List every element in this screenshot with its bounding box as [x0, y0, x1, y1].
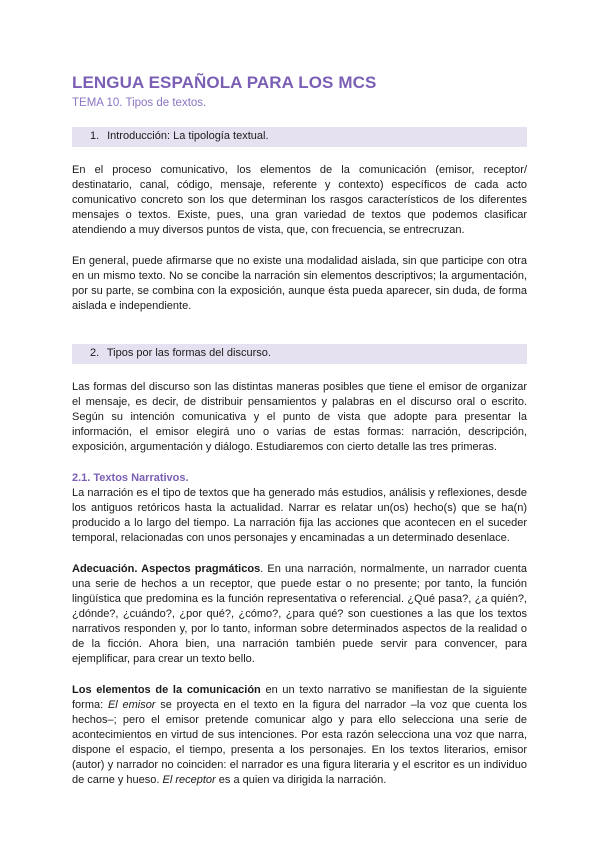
- section-heading-text: Tipos por las formas del discurso.: [106, 347, 271, 359]
- paragraph: En el proceso comunicativo, los elementos de la comunicación (emisor, receptor/ destinatario, canal, código, mensaje, referente y contexto) específicos de cada acto comunicativo concreto son los que determinan los rasgos característicos de los diferentes mensajes o textos. Existe, pues, una gran variedad de textos que podemos clasificar atendiendo a muy diversos puntos de vista, que, con frecuencia, se entrecruzan.: [72, 164, 527, 236]
- document-page: [72, 72, 527, 788]
- paragraph: La narración es el tipo de textos que ha generado más estudios, análisis y reflexiones, desde los antiguos retóricos hasta la actualidad. Narrar es relatar un(os) hecho(s) que se ha(n) producido a lo largo del tiempo. La narración fija las acciones que acontecen en el suceder temporal, relacionadas con unos personajes y encaminadas a un determinado desenlace.: [72, 487, 527, 544]
- subsection-heading-textos-narrativos: 2.1. Textos Narrativos.: [72, 472, 189, 484]
- paragraph-text: es a quien va dirigida la narración.: [215, 774, 387, 786]
- term-adecuacion: Adecuación. Aspectos pragmáticos: [72, 563, 261, 575]
- section-heading-text: Introducción: La tipología textual.: [107, 130, 269, 142]
- paragraph: En general, puede afirmarse que no existe una modalidad aislada, sin que participe con otra en un mismo texto. No se concibe la narración sin elementos descriptivos; la argumentación, por su parte, se combina con la exposición, aunque ésta pueda aparecer, sin duda, de forma aislada e independiente.: [72, 255, 527, 312]
- document-title: LENGUA ESPAÑOLA PARA LOS MCS: [72, 73, 377, 92]
- paragraph: Las formas del discurso son las distintas maneras posibles que tiene el emisor de organizar el mensaje, es decir, de distribuir pensamientos y palabras en el discurso oral o escrito. Según su intención comunicativa y el punto de vista que adopte para presentar la información, el emisor elegirá uno o varias de estas formas: narración, descripción, exposición, argumentación y diálogo. Estudiaremos con cierto detalle las tres primeras.: [72, 381, 527, 453]
- section-heading-introduccion: [72, 127, 527, 147]
- paragraph-text: se proyecta en el texto en la figura del narrador –la voz que cuenta los hechos–; pero el emisor pretende comunicar algo y para ello selecciona una serie de acontecimientos en virtud de sus intenciones. Por esta razón selecciona una voz que narra, dispone el espacio, el tiempo, presenta a los personajes. En los textos literarios, emisor (autor) y narrador no coinciden: el narrador es una figura literaria y el escritor es un individuo de carne y hueso.: [72, 699, 528, 786]
- section-number: 2.: [90, 347, 100, 359]
- paragraph-elementos: [72, 683, 527, 788]
- term-emisor: El emisor: [107, 699, 156, 711]
- paragraph-text: en un texto narrativo se manifiestan de la siguiente forma:: [72, 684, 527, 711]
- term-elementos: Los elementos de la comunicación: [72, 684, 261, 696]
- document-subtitle: TEMA 10. Tipos de textos.: [72, 97, 207, 109]
- term-receptor: El receptor: [162, 774, 216, 786]
- section-heading-formas-discurso: [72, 344, 527, 364]
- paragraph-adecuacion: [72, 562, 527, 667]
- section-number: 1.: [90, 130, 100, 142]
- paragraph-text: . En una narración, normalmente, un narrador cuenta una serie de hechos a un receptor, que puede estar o no presente; por tanto, la función lingüística que predomina es la función representativa o referencial. ¿Qué pasa?, ¿a quién?, ¿dónde?, ¿cuándo?, ¿por qué?, ¿cómo?, ¿para qué? son cuestiones a las que los textos narrativos responden y, por lo tanto, informan sobre determinados aspectos de la realidad o de la ficción. Ahora bien, una narración también puede servir para convencer, para ejemplificar, para crear un texto bello.: [72, 563, 527, 665]
